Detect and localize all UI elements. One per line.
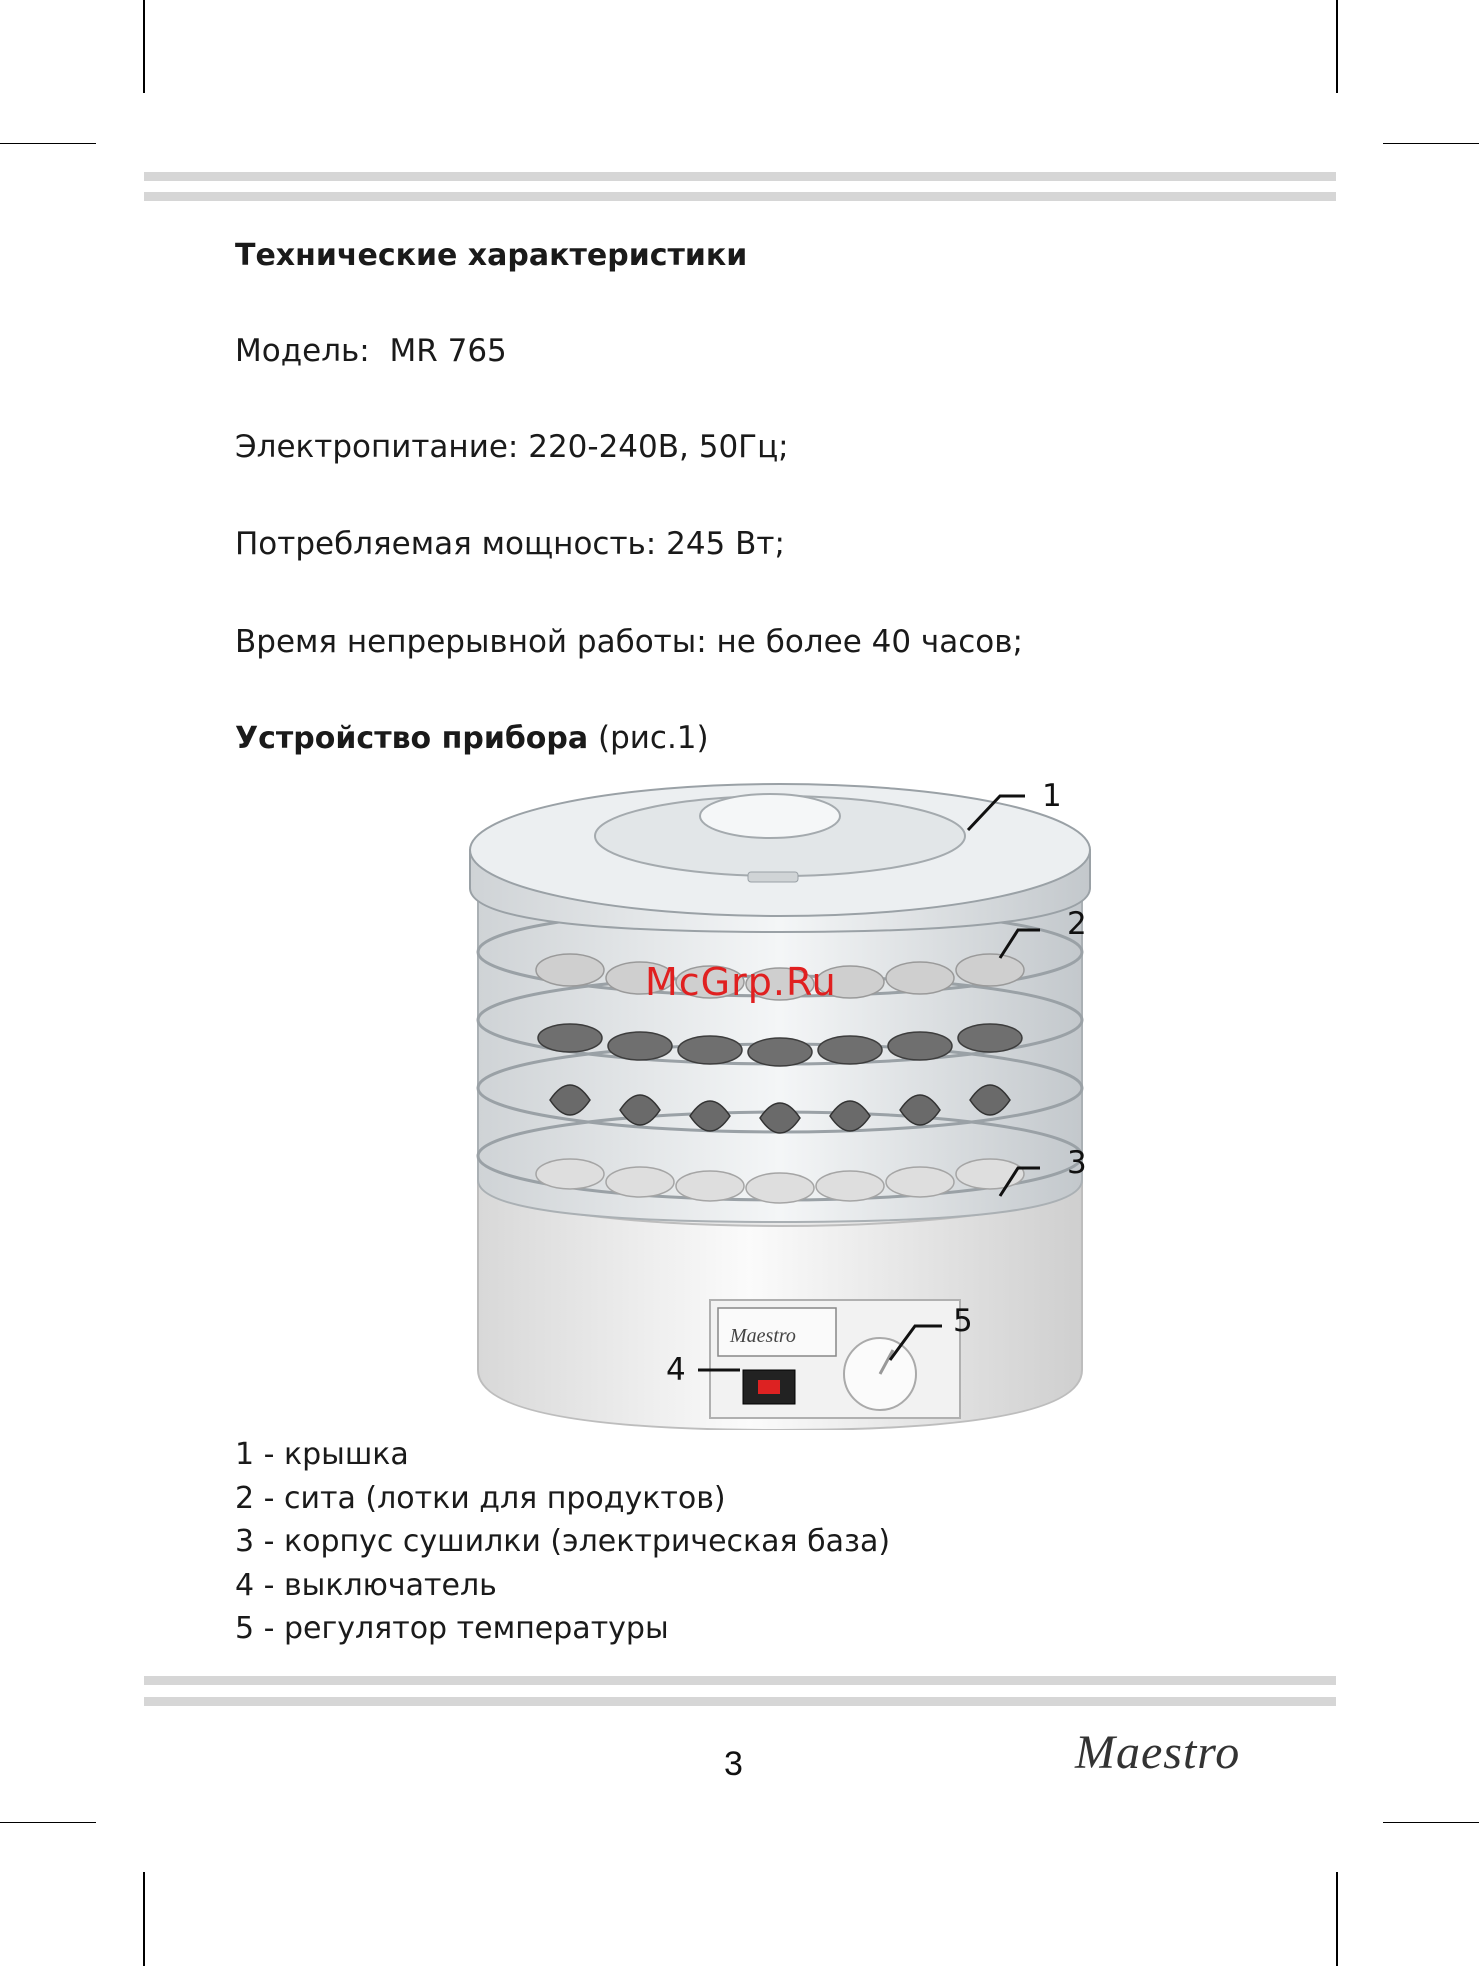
callout-4: 4 bbox=[666, 1352, 686, 1388]
legend-item: 1 - крышка bbox=[235, 1437, 409, 1472]
spec-value: 245 Вт; bbox=[666, 526, 785, 562]
spec-power-supply bbox=[235, 427, 789, 467]
top-rule bbox=[144, 192, 1336, 201]
dehydrator-figure bbox=[440, 770, 1120, 1430]
device-heading-suffix: (рис.1) bbox=[597, 720, 709, 756]
callout-3: 3 bbox=[1067, 1145, 1087, 1181]
callout-5: 5 bbox=[953, 1303, 973, 1339]
spec-power-consumption bbox=[235, 524, 785, 564]
legend-item: 4 - выключатель bbox=[235, 1567, 497, 1603]
crop-mark bbox=[143, 0, 145, 93]
spec-label: Время непрерывной работы: bbox=[235, 624, 707, 660]
crop-mark bbox=[1336, 0, 1338, 93]
watermark: McGrp.Ru bbox=[645, 960, 837, 1004]
device-logo: Maestro bbox=[730, 1325, 796, 1347]
spec-model bbox=[235, 331, 507, 371]
device-heading bbox=[235, 718, 709, 759]
legend-item: 5 - регулятор температуры bbox=[235, 1611, 669, 1646]
crop-mark bbox=[1336, 1872, 1338, 1966]
parts-legend bbox=[235, 1433, 890, 1651]
top-rule bbox=[144, 172, 1336, 181]
spec-label: Потребляемая мощность: bbox=[235, 526, 657, 562]
legend-item: 3 - корпус сушилки (электрическая база) bbox=[235, 1524, 891, 1559]
spec-label: Модель: bbox=[235, 333, 370, 369]
device-heading-bold: Устройство прибора bbox=[235, 721, 589, 756]
bottom-rule bbox=[144, 1676, 1336, 1685]
crop-mark bbox=[0, 1822, 96, 1823]
spec-heading: Технические характеристики bbox=[235, 238, 748, 273]
legend-item: 2 - сита (лотки для продуктов) bbox=[235, 1480, 726, 1516]
page-number: 3 bbox=[724, 1745, 743, 1783]
spec-continuous-operation bbox=[235, 622, 1023, 662]
crop-mark bbox=[0, 143, 96, 144]
brand-logo: Maestro bbox=[1075, 1726, 1241, 1779]
spec-value: MR 765 bbox=[389, 333, 507, 369]
callout-2: 2 bbox=[1067, 906, 1087, 942]
spec-value: не более 40 часов; bbox=[716, 624, 1023, 660]
dehydrator-illustration bbox=[440, 770, 1120, 1430]
crop-mark bbox=[1383, 143, 1479, 144]
spec-label: Электропитание: bbox=[235, 429, 519, 465]
bottom-rule bbox=[144, 1697, 1336, 1706]
crop-mark bbox=[143, 1872, 145, 1966]
callout-1: 1 bbox=[1042, 778, 1062, 814]
crop-mark bbox=[1383, 1822, 1479, 1823]
spec-value: 220-240В, 50Гц; bbox=[528, 429, 789, 465]
